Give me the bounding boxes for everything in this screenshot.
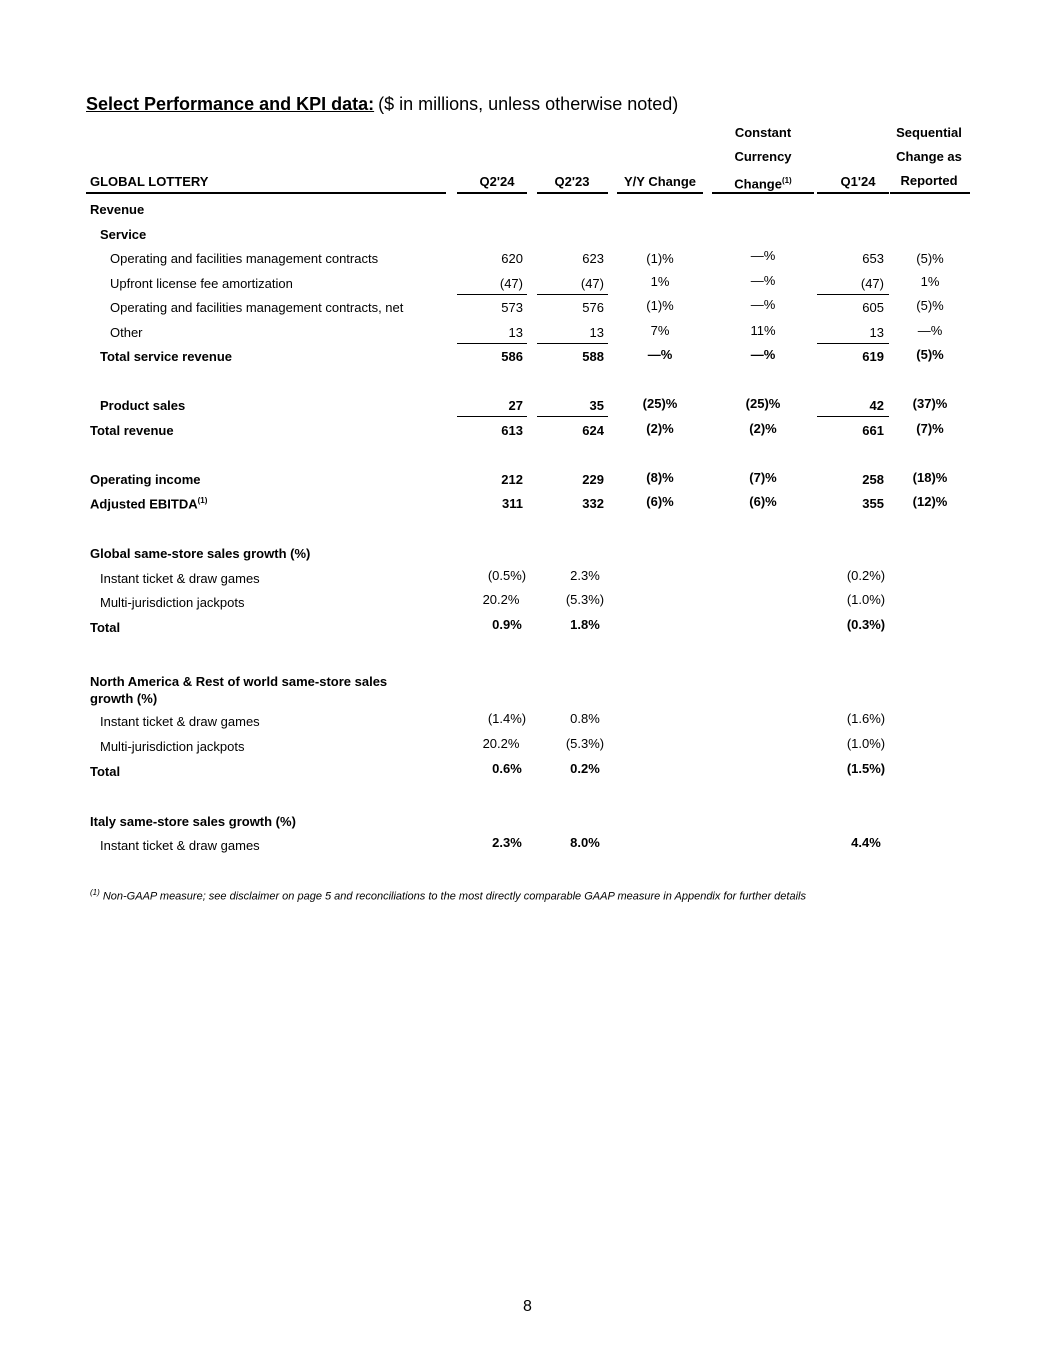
cell-q2-24: 20.2% [482, 592, 520, 607]
cell-yy: 1% [650, 274, 670, 289]
table-row [0, 492, 1055, 514]
cell-q2-24: (47) [499, 276, 523, 291]
cell-q1-24: 653 [862, 251, 884, 266]
cell-yy: —% [647, 347, 673, 362]
cell-yy: 7% [650, 323, 670, 338]
header-rule [817, 192, 889, 194]
cell-q2-24: 2.3% [492, 835, 522, 850]
header-q2-24: Q2'24 [479, 174, 515, 189]
row-label: Operating and facilities management contracts, net [110, 300, 404, 315]
cell-cc: —% [750, 248, 776, 263]
header-q2-23: Q2'23 [554, 174, 590, 189]
row-label: Product sales [100, 398, 186, 413]
cell-q2-24: (1.4%) [487, 711, 527, 726]
cell-q2-24: 311 [502, 496, 523, 511]
cell-q2-23: 229 [582, 472, 604, 487]
header-q1-24: Q1'24 [840, 174, 876, 189]
table-row [0, 591, 1055, 613]
header-rule [457, 192, 527, 194]
table-row [0, 567, 1055, 589]
row-label: Italy same-store sales growth (%) [90, 814, 296, 829]
cell-seq: (18)% [912, 470, 948, 485]
cell-q2-23: 1.8% [570, 617, 600, 632]
cell-q2-23: 332 [582, 496, 604, 511]
row-label: Adjusted EBITDA$^{(1)}$ [90, 496, 208, 512]
cell-yy: (25)% [642, 396, 678, 411]
cell-q2-23: 2.3% [570, 568, 600, 583]
cell-q1-24: (1.6%) [846, 711, 886, 726]
row-label: Instant ticket & draw games [100, 571, 260, 586]
subtotal-rule [817, 294, 889, 295]
table-row [0, 247, 1055, 269]
table-row [0, 394, 1055, 416]
page-number: 8 [523, 1298, 532, 1315]
table-row [0, 468, 1055, 490]
cell-q1-24: (1.5%) [846, 761, 886, 776]
cell-q2-24: 27 [508, 398, 523, 413]
row-label: Instant ticket & draw games [100, 714, 260, 729]
row-label: Operating income [90, 472, 201, 487]
cell-q1-24: (1.0%) [846, 736, 886, 751]
table-row [0, 542, 1055, 564]
table-row [0, 296, 1055, 318]
cell-q2-23: 35 [589, 398, 604, 413]
header-segment: GLOBAL LOTTERY [90, 174, 209, 189]
cell-q2-24: 586 [501, 349, 523, 364]
cell-q1-24: 661 [862, 423, 884, 438]
header-rule [86, 192, 446, 194]
cell-yy: (1)% [646, 251, 674, 266]
cell-cc: (6)% [749, 494, 777, 509]
title-subtitle: ($ in millions, unless otherwise noted) [378, 94, 679, 114]
table-row [0, 760, 1055, 782]
cell-q2-23: 623 [582, 251, 604, 266]
cell-seq: (5)% [916, 347, 944, 362]
cell-yy: (6)% [646, 494, 674, 509]
row-label: North America & Rest of world same-store sales growth (%) [90, 674, 388, 706]
cell-seq: (7)% [916, 421, 944, 436]
cell-q2-24: 0.9% [492, 617, 522, 632]
header-sequential: Sequential Change as Reported [896, 125, 962, 188]
cell-cc: —% [750, 347, 776, 362]
cell-q2-23: (47) [580, 276, 604, 291]
cell-seq: —% [917, 323, 943, 338]
cell-cc: (25)% [745, 396, 781, 411]
title-lead: Select Performance and KPI data: [86, 94, 375, 114]
subtotal-rule [537, 416, 608, 417]
subtotal-rule [817, 343, 889, 344]
row-label: Operating and facilities management contracts [110, 251, 379, 266]
table-row [0, 223, 1055, 245]
subtotal-rule [537, 343, 608, 344]
page-title [86, 94, 678, 115]
cell-q2-24: 620 [501, 251, 523, 266]
table-row [0, 710, 1055, 732]
cell-q2-24: 13 [508, 325, 523, 340]
header-yy: Y/Y Change [623, 174, 696, 189]
cell-seq: 1% [920, 274, 940, 289]
cell-q2-23: 0.2% [570, 761, 600, 776]
table-row [0, 669, 1055, 709]
table-row [0, 419, 1055, 441]
subtotal-rule [537, 294, 608, 295]
table-row [0, 345, 1055, 367]
cell-q2-23: 624 [582, 423, 604, 438]
row-label: Instant ticket & draw games [100, 838, 260, 853]
header-rule [617, 192, 703, 194]
table-row [0, 810, 1055, 832]
cell-q2-23: 0.8% [570, 711, 600, 726]
row-label: Multi-jurisdiction jackpots [100, 595, 245, 610]
cell-q1-24: 42 [869, 398, 884, 413]
cell-q1-24: 619 [862, 349, 884, 364]
header-rule [890, 192, 970, 194]
cell-seq: (37)% [912, 396, 948, 411]
row-label: Revenue [90, 202, 145, 217]
row-label: Total revenue [90, 423, 174, 438]
cell-q2-23: 588 [582, 349, 604, 364]
cell-q2-24: 20.2% [482, 736, 520, 751]
row-label: Global same-store sales growth (%) [90, 546, 311, 561]
row-label: Total service revenue [100, 349, 232, 364]
table-row [0, 272, 1055, 294]
table-row [0, 198, 1055, 220]
cell-q2-24: (0.5%) [487, 568, 527, 583]
cell-q2-23: (5.3%) [565, 736, 605, 751]
cell-seq: (5)% [916, 251, 944, 266]
cell-cc: (2)% [749, 421, 777, 436]
cell-yy: (8)% [646, 470, 674, 485]
cell-q1-24: (0.3%) [846, 617, 886, 632]
cell-q2-24: 573 [501, 300, 523, 315]
header-rule [537, 192, 608, 194]
row-label: Upfront license fee amortization [110, 276, 293, 291]
subtotal-rule [457, 294, 527, 295]
row-label: Multi-jurisdiction jackpots [100, 739, 245, 754]
row-label: Other [110, 325, 143, 340]
cell-q1-24: (0.2%) [846, 568, 886, 583]
table-row [0, 321, 1055, 343]
cell-q1-24: (1.0%) [846, 592, 886, 607]
header-rule [712, 192, 814, 194]
cell-q1-24: 13 [869, 325, 884, 340]
cell-seq: (5)% [916, 298, 944, 313]
cell-cc: 11% [750, 323, 776, 338]
cell-q1-24: 258 [862, 472, 884, 487]
row-label: Service [100, 227, 147, 242]
cell-yy: (2)% [646, 421, 674, 436]
cell-q2-23: 8.0% [570, 835, 600, 850]
cell-q2-24: 212 [501, 472, 523, 487]
cell-q2-23: 13 [589, 325, 604, 340]
cell-cc: (7)% [749, 470, 777, 485]
cell-q2-23: (5.3%) [565, 592, 605, 607]
subtotal-rule [817, 416, 889, 417]
row-label: Total [90, 620, 121, 635]
footnote: $^{(1)}$ Non-GAAP measure; see disclaimer on page 5 and reconciliations to the most directly comparable GAAP measure in Appendix for further details [90, 888, 806, 903]
cell-cc: —% [750, 273, 776, 288]
cell-q2-24: 0.6% [492, 761, 522, 776]
cell-q2-24: 613 [501, 423, 523, 438]
header-constant-currency: Constant Currency Change$^{(1)}$ [734, 125, 792, 192]
table-row [0, 735, 1055, 757]
row-label: Total [90, 764, 121, 779]
table-row [0, 834, 1055, 856]
table-row [0, 616, 1055, 638]
subtotal-rule [457, 416, 527, 417]
cell-q1-24: 605 [862, 300, 884, 315]
cell-q2-23: 576 [582, 300, 604, 315]
cell-cc: —% [750, 297, 776, 312]
subtotal-rule [457, 343, 527, 344]
cell-q1-24: 355 [862, 496, 884, 511]
cell-q1-24: 4.4% [851, 835, 881, 850]
cell-seq: (12)% [912, 494, 948, 509]
cell-q1-24: (47) [860, 276, 884, 291]
cell-yy: (1)% [646, 298, 674, 313]
